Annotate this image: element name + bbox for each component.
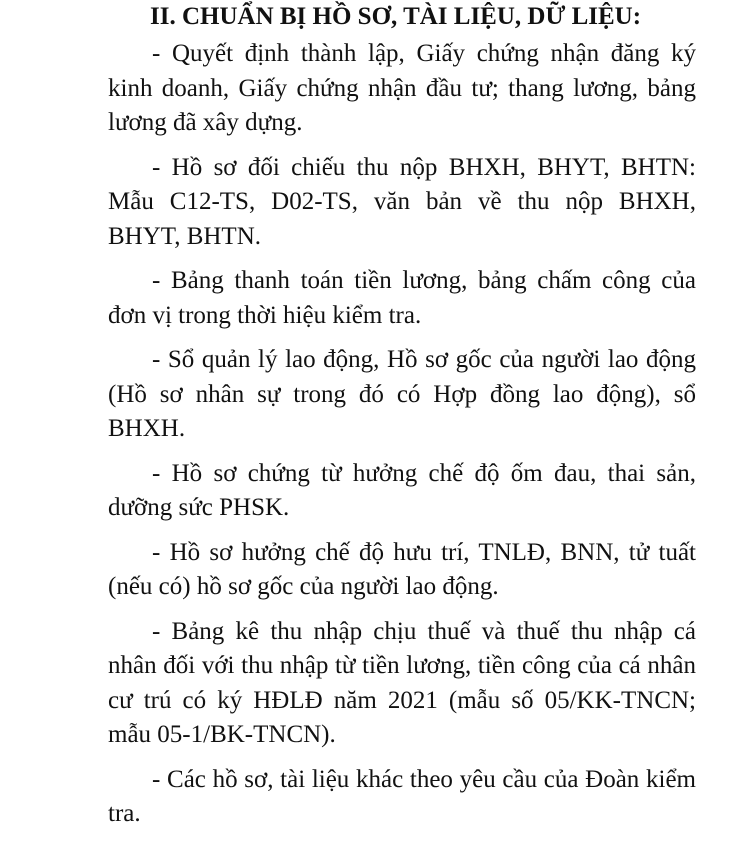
list-item: - Bảng kê thu nhập chịu thuế và thuế thu nhập cá nhân đối với thu nhập từ tiền lương, tiền công của cá nhân cư trú có ký HĐLĐ năm 2021 (mẫu số 05/KK-TNCN; mẫu 05-1/BK-TNCN). xyxy=(108,617,696,748)
section-heading: II. CHUẨN BỊ HỒ SƠ, TÀI LIỆU, DỮ LIỆU: xyxy=(150,3,642,30)
list-item: - Hồ sơ chứng từ hưởng chế độ ốm đau, thai sản, dưỡng sức PHSK. xyxy=(108,459,696,521)
requirement-list xyxy=(108,37,696,842)
list-item: - Hồ sơ hưởng chế độ hưu trí, TNLĐ, BNN, tử tuất (nếu có) hồ sơ gốc của người lao động. xyxy=(108,538,696,600)
list-item: - Các hồ sơ, tài liệu khác theo yêu cầu của Đoàn kiểm tra. xyxy=(108,765,696,827)
list-item: - Hồ sơ đối chiếu thu nộp BHXH, BHYT, BHTN: Mẫu C12-TS, D02-TS, văn bản về thu nộp BHXH, BHYT, BHTN. xyxy=(108,153,696,250)
list-item: - Bảng thanh toán tiền lương, bảng chấm công của đơn vị trong thời hiệu kiểm tra. xyxy=(108,267,696,329)
list-item: - Sổ quản lý lao động, Hồ sơ gốc của người lao động (Hồ sơ nhân sự trong đó có Hợp đồng lao động), sổ BHXH. xyxy=(108,346,696,442)
list-item: - Quyết định thành lập, Giấy chứng nhận đăng ký kinh doanh, Giấy chứng nhận đầu tư; thang lương, bảng lương đã xây dựng. xyxy=(108,40,696,136)
